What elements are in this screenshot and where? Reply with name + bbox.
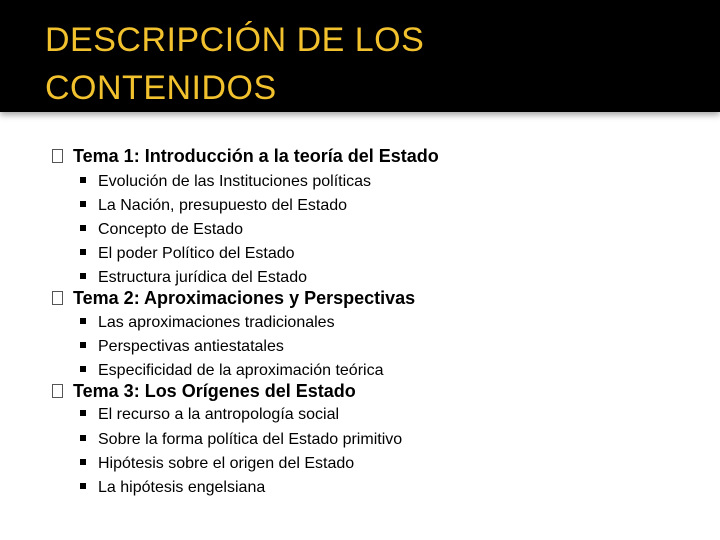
topic-3-label: Tema 3: Los Orígenes del Estado xyxy=(73,381,356,401)
topic-item-text: La hipótesis engelsiana xyxy=(98,479,266,496)
square-bullet-icon xyxy=(80,342,86,348)
topic-item-text: Evolución de las Instituciones políticas xyxy=(98,173,372,190)
topic-3 xyxy=(52,381,356,402)
topic-3-item xyxy=(80,406,339,424)
checkbox-bullet-icon xyxy=(52,291,63,305)
topic-item-text: El poder Político del Estado xyxy=(98,245,295,262)
topic-item-text: Estructura jurídica del Estado xyxy=(98,269,307,286)
square-bullet-icon xyxy=(80,435,86,441)
topic-1-item xyxy=(80,269,307,287)
topic-1-item xyxy=(80,221,243,239)
topic-3-item xyxy=(80,479,265,497)
square-bullet-icon xyxy=(80,249,86,255)
title-bar xyxy=(0,0,720,112)
topic-1-item xyxy=(80,197,347,215)
topic-2-item xyxy=(80,362,383,380)
topic-2-item xyxy=(80,314,335,332)
slide-title-line-1: DESCRIPCIÓN DE LOS xyxy=(45,21,425,59)
topic-item-text: Las aproximaciones tradicionales xyxy=(98,314,335,331)
topic-item-text: Sobre la forma política del Estado primitivo xyxy=(98,431,403,448)
slide-title xyxy=(45,16,424,112)
square-bullet-icon xyxy=(80,366,86,372)
topic-2 xyxy=(52,288,415,309)
topic-item-text: Perspectivas antiestatales xyxy=(98,338,284,355)
square-bullet-icon xyxy=(80,410,86,416)
topic-1-item xyxy=(80,245,295,263)
topic-2-label: Tema 2: Aproximaciones y Perspectivas xyxy=(73,288,416,308)
square-bullet-icon xyxy=(80,273,86,279)
square-bullet-icon xyxy=(80,483,86,489)
checkbox-bullet-icon xyxy=(52,384,63,398)
topic-1 xyxy=(52,146,439,167)
topic-3-item xyxy=(80,455,354,473)
slide-title-line-2: CONTENIDOS xyxy=(45,69,277,107)
topic-1-label: Tema 1: Introducción a la teoría del Estado xyxy=(73,146,439,166)
square-bullet-icon xyxy=(80,225,86,231)
square-bullet-icon xyxy=(80,177,86,183)
topic-item-text: Hipótesis sobre el origen del Estado xyxy=(98,455,355,472)
topic-item-text: El recurso a la antropología social xyxy=(98,406,340,423)
topic-2-item xyxy=(80,338,284,356)
topic-item-text: Especificidad de la aproximación teórica xyxy=(98,362,384,379)
topic-3-item xyxy=(80,431,402,449)
checkbox-bullet-icon xyxy=(52,149,63,163)
square-bullet-icon xyxy=(80,459,86,465)
square-bullet-icon xyxy=(80,318,86,324)
topic-item-text: Concepto de Estado xyxy=(98,221,243,238)
square-bullet-icon xyxy=(80,201,86,207)
topic-1-item xyxy=(80,173,371,191)
topic-item-text: La Nación, presupuesto del Estado xyxy=(98,197,348,214)
